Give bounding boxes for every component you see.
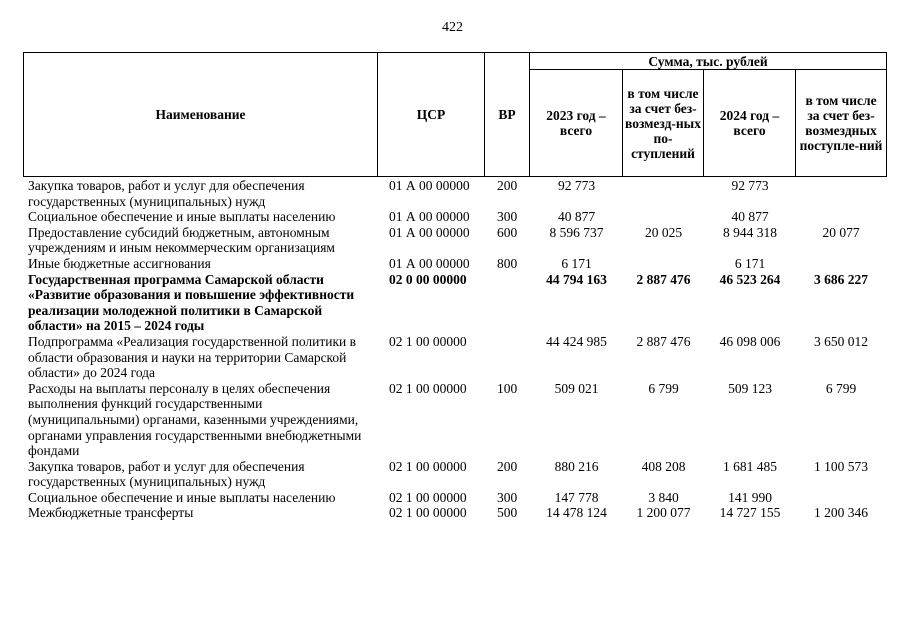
row-csr: 01 А 00 00000 [389,178,470,193]
row-csr: 02 1 00 00000 [389,505,467,521]
row-2024-free: 1 100 573 [814,458,868,474]
row-2023-total: 147 778 [554,489,599,505]
row-vr [485,334,530,381]
row-2024-total: 141 990 [728,489,772,505]
row-2023-total: 92 773 [557,178,596,193]
row-2024-free: 3 686 227 [814,271,868,287]
row-vr: 200 [497,458,518,474]
row-2023-free: 2 887 476 [636,271,691,287]
row-2024-free [796,178,886,209]
row-2024-free [796,490,886,506]
row-csr: 02 1 00 00000 [389,333,467,349]
row-name: Социальное обеспечение и иные выплаты населению [28,209,336,225]
row-2023-total: 44 794 163 [546,271,607,287]
table-row [25,225,886,256]
header-sum-group: Сумма, тыс. рублей [530,53,887,70]
row-2024-free: 6 799 [825,380,857,396]
row-name: Межбюджетные трансферты [28,505,194,521]
header-2023-total: 2023 год – всего [530,70,623,177]
row-csr: 02 1 00 00000 [389,489,467,505]
header-2024-total: 2024 год – всего [704,70,796,177]
row-name: Иные бюджетные ассигнования [28,255,211,271]
row-csr: 01 А 00 00000 [389,224,470,240]
table-row [25,381,886,459]
row-csr: 02 0 00 00000 [389,271,467,287]
row-vr: 300 [497,489,518,505]
row-name: Подпрограмма «Реализация государственной политики в области образования и науки на территории Самарской области» до 2024 года [28,333,357,381]
row-2024-total: 92 773 [731,178,769,193]
header-vr: ВР [485,53,530,177]
header-2024-free: в том числе за счет без-возмездных поступле-ний [796,70,887,177]
table-row [25,272,886,334]
row-csr: 02 1 00 00000 [389,380,467,396]
row-2023-total: 40 877 [557,209,596,225]
table-row [25,490,886,506]
row-2024-total: 1 681 485 [723,458,777,474]
row-csr: 01 А 00 00000 [389,255,470,271]
row-2024-free: 20 077 [822,224,860,240]
header-name: Наименование [24,53,378,177]
table-row [25,334,886,381]
row-2023-total: 509 021 [554,380,599,396]
row-vr [485,272,530,334]
row-2024-total: 6 171 [734,255,766,271]
row-2023-free: 3 840 [648,489,679,505]
row-2023-total: 8 596 737 [549,224,604,240]
row-2023-free: 1 200 077 [636,505,691,521]
row-2024-total: 40 877 [731,209,769,225]
page-number: 422 [442,20,463,35]
row-2024-free: 3 650 012 [814,333,868,349]
row-2024-free: 1 200 346 [814,505,868,521]
row-name: Закупка товаров, работ и услуг для обеспечения государственных (муниципальных) нужд [28,178,305,209]
row-2023-free [623,178,704,209]
row-name: Социальное обеспечение и иные выплаты населению [28,489,336,505]
table-row [25,505,886,521]
row-2023-free [623,256,704,272]
row-2024-free [796,209,886,225]
table-row [25,209,886,225]
row-2024-total: 46 523 264 [719,271,781,287]
row-2023-free: 2 887 476 [636,333,691,349]
row-vr: 500 [497,505,518,521]
row-name: Расходы на выплаты персоналу в целях обеспечения выполнения функций государственными (муниципальными) органами, казенными учреждениями, органами управления государственными внебюджетными фондами [28,380,362,459]
row-2023-free: 6 799 [648,380,679,396]
row-2023-total: 44 424 985 [546,333,607,349]
row-vr: 100 [497,380,518,396]
row-2023-total: 6 171 [561,255,592,271]
header-csr: ЦСР [378,53,485,177]
row-2023-free: 408 208 [641,458,686,474]
row-vr: 300 [497,209,518,225]
table-header [23,52,887,177]
table-row [25,459,886,490]
row-csr: 01 А 00 00000 [389,209,470,225]
row-vr: 600 [497,224,518,240]
table-row [25,178,886,209]
row-2023-free [623,209,704,225]
row-2024-free [796,256,886,272]
row-2024-total: 509 123 [728,380,772,396]
row-vr: 200 [497,178,518,193]
row-2023-free: 20 025 [644,224,683,240]
table-row [25,256,886,272]
row-name: Предоставление субсидий бюджетным, автономным учреждениям и иным некоммерческим организациям [28,224,335,256]
row-2024-total: 8 944 318 [723,224,777,240]
row-name: Закупка товаров, работ и услуг для обеспечения государственных (муниципальных) нужд [28,458,305,490]
row-name: Государственная программа Самарской области «Развитие образования и повышение эффективности реализации молодежной политики в Самарской области» на 2015 – 2024 годы [28,271,355,334]
row-2023-total: 14 478 124 [546,505,607,521]
row-vr: 800 [497,255,518,271]
header-2023-free: в том числе за счет без-возмезд-ных по-ступлений [623,70,704,177]
row-csr: 02 1 00 00000 [389,458,467,474]
row-2024-total: 46 098 006 [719,333,781,349]
budget-table [25,178,886,521]
row-2023-total: 880 216 [554,458,599,474]
row-2024-total: 14 727 155 [719,505,781,521]
